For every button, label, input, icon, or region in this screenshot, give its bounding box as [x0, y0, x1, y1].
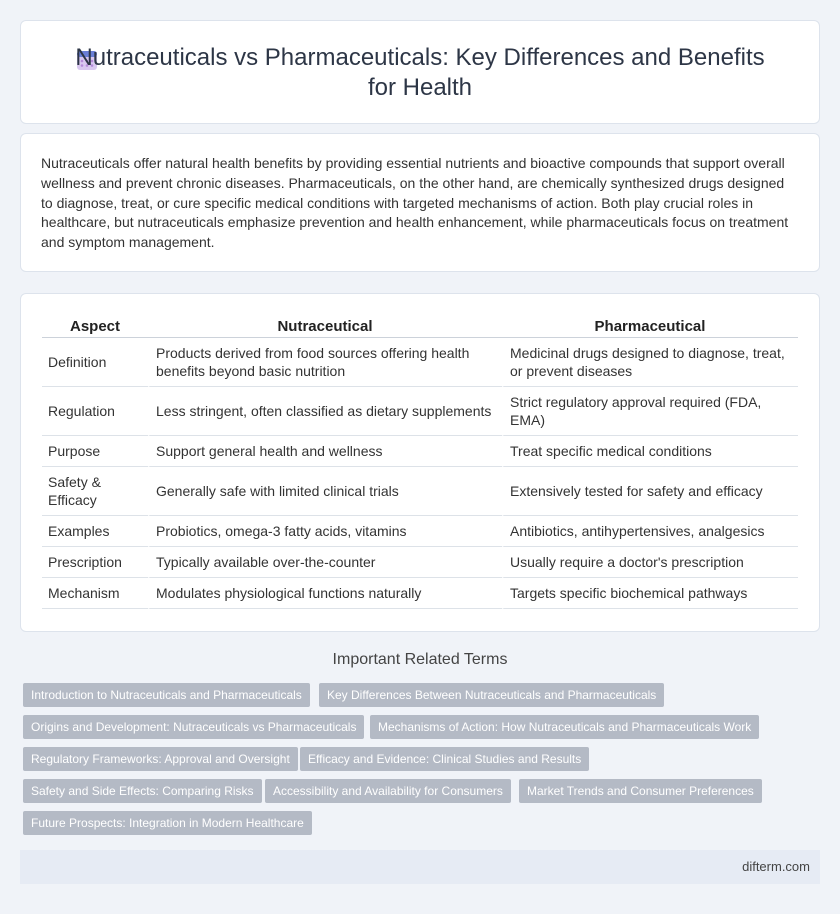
table-row	[42, 387, 798, 436]
related-term-tag[interactable]: Key Differences Between Nutraceuticals and Pharmaceuticals	[319, 683, 664, 707]
cell-aspect: Examples	[42, 516, 148, 547]
cell-nutraceutical: Products derived from food sources offering health benefits beyond basic nutrition	[148, 338, 502, 387]
related-term-tag[interactable]: Accessibility and Availability for Consumers	[265, 779, 511, 803]
column-header-nutraceutical: Nutraceutical	[148, 315, 502, 338]
column-header-aspect: Aspect	[42, 315, 148, 338]
table-row	[42, 516, 798, 547]
cell-pharmaceutical: Targets specific biochemical pathways	[502, 578, 798, 609]
page-title-line-1: Nutraceuticals vs Pharmaceuticals: Key Differences and Benefits	[75, 44, 765, 71]
page-title	[21, 43, 819, 103]
intro-card	[20, 133, 820, 272]
footer	[20, 850, 820, 884]
table-row	[42, 547, 798, 578]
column-header-pharmaceutical: Pharmaceutical	[502, 315, 798, 338]
cell-aspect: Regulation	[42, 387, 148, 436]
related-term-tag[interactable]: Regulatory Frameworks: Approval and Oversight	[23, 747, 298, 771]
cell-aspect: Safety & Efficacy	[42, 467, 148, 516]
comparison-table	[42, 315, 798, 609]
cell-aspect: Purpose	[42, 436, 148, 467]
related-term-tag[interactable]: Origins and Development: Nutraceuticals vs Pharmaceuticals	[23, 715, 364, 739]
related-term-tag[interactable]: Future Prospects: Integration in Modern Healthcare	[23, 811, 312, 835]
cell-aspect: Prescription	[42, 547, 148, 578]
cell-nutraceutical: Typically available over-the-counter	[148, 547, 502, 578]
table-row	[42, 578, 798, 609]
header-card	[20, 20, 820, 124]
cell-aspect: Mechanism	[42, 578, 148, 609]
table-row	[42, 338, 798, 387]
comparison-table-card	[20, 293, 820, 632]
related-term-tag[interactable]: Efficacy and Evidence: Clinical Studies and Results	[300, 747, 589, 771]
cell-nutraceutical: Generally safe with limited clinical trials	[148, 467, 502, 516]
related-terms-title: Important Related Terms	[332, 651, 508, 668]
table-row	[42, 467, 798, 516]
table-header-row	[42, 315, 798, 338]
cell-pharmaceutical: Extensively tested for safety and efficacy	[502, 467, 798, 516]
cell-nutraceutical: Less stringent, often classified as dietary supplements	[148, 387, 502, 436]
table-row	[42, 436, 798, 467]
cell-pharmaceutical: Strict regulatory approval required (FDA, EMA)	[502, 387, 798, 436]
cell-pharmaceutical: Treat specific medical conditions	[502, 436, 798, 467]
cell-aspect: Definition	[42, 338, 148, 387]
cell-pharmaceutical: Usually require a doctor's prescription	[502, 547, 798, 578]
cell-nutraceutical: Modulates physiological functions naturally	[148, 578, 502, 609]
cell-pharmaceutical: Antibiotics, antihypertensives, analgesics	[502, 516, 798, 547]
intro-paragraph: Nutraceuticals offer natural health benefits by providing essential nutrients and bioactive compounds that support overall wellness and prevent chronic diseases. Pharmaceuticals, on the other hand, are chemically synthesized drugs designed to diagnose, treat, or cure specific medical conditions with targeted mechanisms of action. Both play crucial roles in healthcare, but nutraceuticals emphasize prevention and health enhancement, while pharmaceuticals focus on treatment and symptom management.	[41, 155, 789, 251]
cell-pharmaceutical: Medicinal drugs designed to diagnose, treat, or prevent diseases	[502, 338, 798, 387]
cell-nutraceutical: Probiotics, omega-3 fatty acids, vitamins	[148, 516, 502, 547]
cell-nutraceutical: Support general health and wellness	[148, 436, 502, 467]
footer-site-link[interactable]: difterm.com	[742, 859, 810, 874]
related-term-tag[interactable]: Introduction to Nutraceuticals and Pharmaceuticals	[23, 683, 310, 707]
related-term-tag[interactable]: Safety and Side Effects: Comparing Risks	[23, 779, 262, 803]
page-title-line-2: for Health	[367, 74, 473, 101]
related-term-tag[interactable]: Mechanisms of Action: How Nutraceuticals and Pharmaceuticals Work	[370, 715, 759, 739]
related-term-tag[interactable]: Market Trends and Consumer Preferences	[519, 779, 762, 803]
